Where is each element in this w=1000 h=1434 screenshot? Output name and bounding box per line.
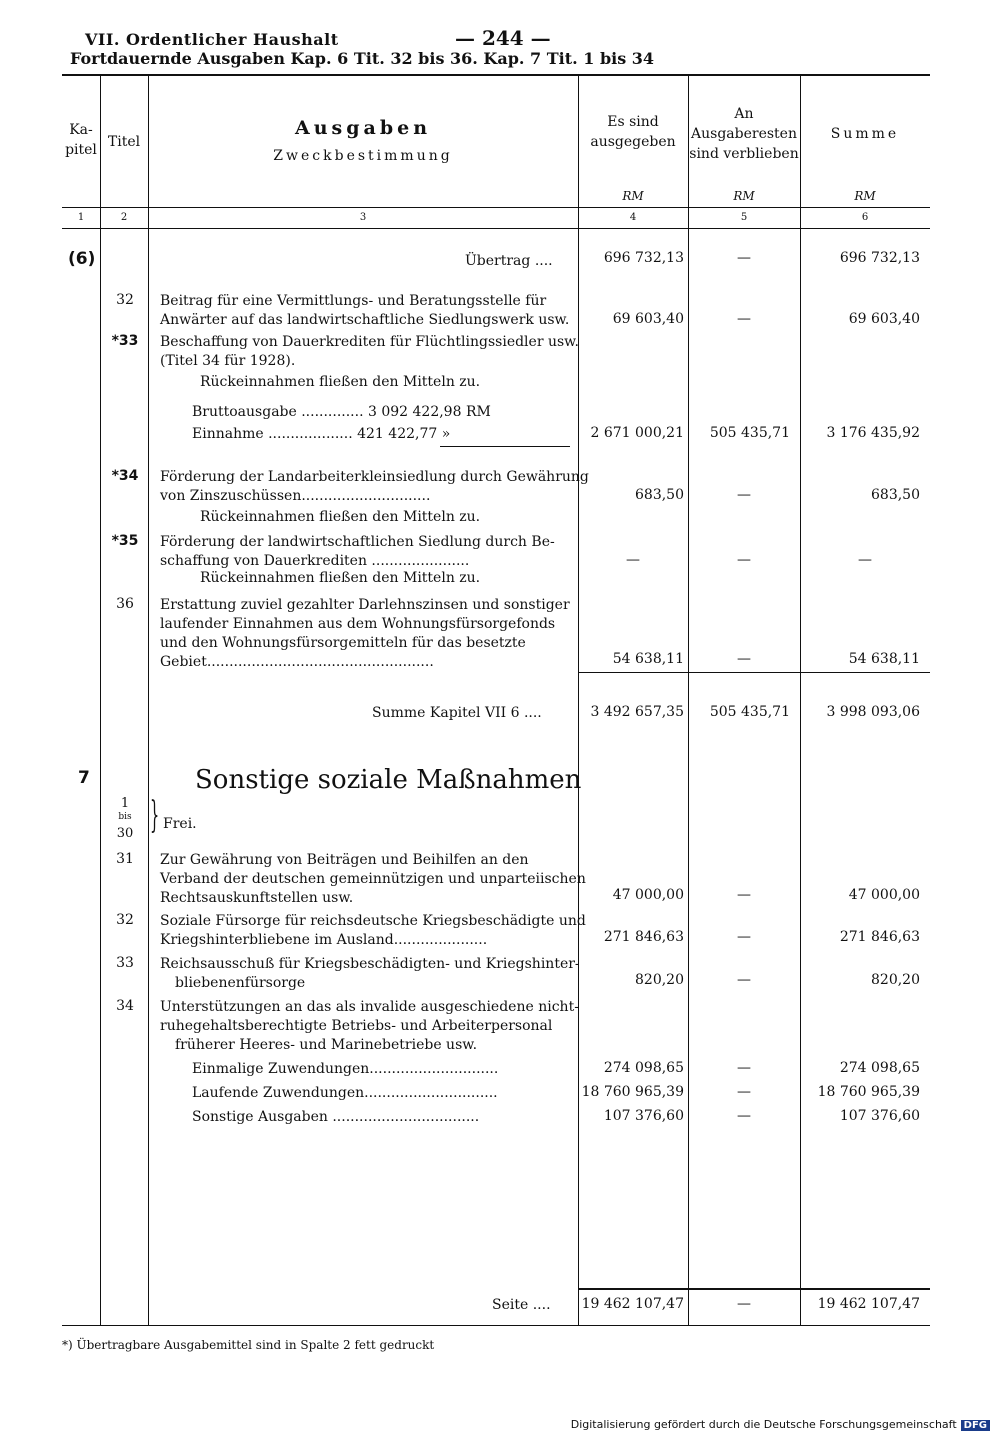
entry-text: Frei. xyxy=(163,816,197,832)
amount: 3 176 435,92 xyxy=(826,425,920,441)
titel-number: 30 xyxy=(116,826,134,841)
col-number: 1 xyxy=(77,212,85,223)
col-ausgaben: Ausgaben xyxy=(294,117,432,139)
col-number: 2 xyxy=(120,212,128,223)
kapitel-number: 7 xyxy=(78,768,90,788)
titel-number: 34 xyxy=(116,998,134,1014)
entry-text: und den Wohnungsfürsorgemitteln für das besetzte xyxy=(160,635,526,651)
amount: 3 492 657,35 xyxy=(590,704,684,720)
amount: 69 603,40 xyxy=(848,311,920,327)
currency-label: RM xyxy=(622,189,644,203)
entry-text: Rückeinnahmen fließen den Mitteln zu. xyxy=(200,570,481,586)
dfg-logo: DFG xyxy=(961,1420,990,1431)
col-number: 4 xyxy=(629,212,637,223)
amount: 696 732,13 xyxy=(839,250,920,266)
col-zweck: Zweckbestimmung xyxy=(273,148,453,164)
amount: 54 638,11 xyxy=(848,651,920,667)
dash: — xyxy=(626,552,640,568)
titel-number: 31 xyxy=(116,851,134,867)
titel-number: 1 xyxy=(120,796,130,811)
entry-text: laufender Einnahmen aus dem Wohnungsfürsorgefonds xyxy=(160,616,556,632)
sum-rule xyxy=(578,672,930,673)
page-subtitle: Fortdauernde Ausgaben Kap. 6 Tit. 32 bis 36. Kap. 7 Tit. 1 bis 34 xyxy=(70,49,655,68)
section-header: VII. Ordentlicher Haushalt xyxy=(85,30,339,49)
dash: — xyxy=(737,311,751,327)
col-divider xyxy=(100,75,101,1325)
entry-text: Soziale Fürsorge für reichsdeutsche Kriegsbeschädigte und xyxy=(160,913,586,929)
dash: — xyxy=(737,651,751,667)
amount: 683,50 xyxy=(635,487,684,503)
amount: 47 000,00 xyxy=(612,887,684,903)
entry-text: schaffung von Dauerkrediten ...................... xyxy=(160,553,470,569)
entry-text: (Titel 34 für 1928). xyxy=(160,353,296,369)
amount: 505 435,71 xyxy=(709,425,790,441)
entry-text: Sonstige Ausgaben ................................. xyxy=(192,1109,480,1125)
dash: — xyxy=(737,552,751,568)
col-number: 6 xyxy=(861,212,869,223)
entry-text: Gebiet................................................... xyxy=(160,654,434,670)
amount: 19 462 107,47 xyxy=(581,1296,684,1312)
amount: 271 846,63 xyxy=(839,929,920,945)
entry-text: von Zinszuschüssen............................. xyxy=(160,488,431,504)
dash: — xyxy=(737,1084,751,1100)
col-divider xyxy=(800,75,801,1325)
col-kapitel: Ka- pitel xyxy=(65,122,97,158)
dash: — xyxy=(737,1296,751,1312)
currency-label: RM xyxy=(854,189,876,203)
col-number: 5 xyxy=(740,212,748,223)
titel-number: *35 xyxy=(111,533,139,549)
amount: 2 671 000,21 xyxy=(590,425,684,441)
dash: — xyxy=(858,552,872,568)
amount: 69 603,40 xyxy=(612,311,684,327)
amount: 505 435,71 xyxy=(709,704,790,720)
titel-number: *34 xyxy=(111,468,139,484)
uebertrag-label: Übertrag .... xyxy=(465,253,553,269)
col-divider xyxy=(578,75,579,1325)
amount: 18 760 965,39 xyxy=(817,1084,920,1100)
entry-text: Rückeinnahmen fließen den Mitteln zu. xyxy=(200,374,481,390)
entry-text: Verband der deutschen gemeinnützigen und unparteiischen xyxy=(160,871,586,887)
col-ausgegeben: Es sind ausgegeben xyxy=(590,114,676,150)
entry-text: Rechtsauskunftstellen usw. xyxy=(160,890,354,906)
entry-text: bliebenenfürsorge xyxy=(175,975,306,991)
col-reste: An Ausgaberesten sind verblieben xyxy=(689,106,799,162)
titel-number: 33 xyxy=(116,955,134,971)
entry-text: Erstattung zuviel gezahlter Darlehnszinsen und sonstiger xyxy=(160,597,570,613)
titel-number: 32 xyxy=(116,912,134,928)
amount: 47 000,00 xyxy=(848,887,920,903)
dfg-credit xyxy=(571,1418,990,1431)
amount: 18 760 965,39 xyxy=(581,1084,684,1100)
currency-label: RM xyxy=(733,189,755,203)
titel-number: *33 xyxy=(111,333,139,349)
footnote: *) Übertragbare Ausgabemittel sind in Spalte 2 fett gedruckt xyxy=(62,1338,435,1352)
entry-text: Kriegshinterbliebene im Ausland..................... xyxy=(160,932,488,948)
col-summe: Summe xyxy=(830,126,900,142)
dash: — xyxy=(737,929,751,945)
entry-text: Einmalige Zuwendungen............................. xyxy=(192,1061,499,1077)
amount: 820,20 xyxy=(871,972,920,988)
total-rule xyxy=(578,1288,930,1290)
page-number: — 244 — xyxy=(455,26,551,50)
entry-text: Förderung der landwirtschaftlichen Siedlung durch Be- xyxy=(160,534,555,550)
entry-text: Laufende Zuwendungen.............................. xyxy=(192,1085,498,1101)
amount: 274 098,65 xyxy=(603,1060,684,1076)
amount: 683,50 xyxy=(871,487,920,503)
seite-label: Seite .... xyxy=(492,1297,551,1313)
dash: — xyxy=(737,487,751,503)
entry-text: Rückeinnahmen fließen den Mitteln zu. xyxy=(200,509,481,525)
dash: — xyxy=(737,1060,751,1076)
dash: — xyxy=(737,972,751,988)
amount: 19 462 107,47 xyxy=(817,1296,920,1312)
col-number: 3 xyxy=(359,212,367,223)
brace-glyph: } xyxy=(150,795,160,836)
amount: 107 376,60 xyxy=(839,1108,920,1124)
entry-text: Zur Gewährung von Beiträgen und Beihilfen an den xyxy=(160,852,529,868)
dash: — xyxy=(737,1108,751,1124)
summe-label: Summe Kapitel VII 6 .... xyxy=(372,705,542,721)
entry-text: Reichsausschuß für Kriegsbeschädigten- und Kriegshinter- xyxy=(160,956,580,972)
amount: 271 846,63 xyxy=(603,929,684,945)
titel-number: bis xyxy=(118,812,132,822)
amount: 274 098,65 xyxy=(839,1060,920,1076)
entry-text: ruhegehaltsberechtigte Betriebs- und Arbeiterpersonal xyxy=(160,1018,553,1034)
dfg-credit-text: Digitalisierung gefördert durch die Deutsche Forschungsgemeinschaft xyxy=(570,1418,957,1431)
entry-text: Unterstützungen an das als invalide ausgeschiedene nicht- xyxy=(160,999,579,1015)
table-bottom-rule xyxy=(62,1325,930,1326)
titel-number: 36 xyxy=(116,596,134,612)
entry-text: Bruttoausgabe .............. 3 092 422,98 RM xyxy=(192,404,491,420)
amount: 54 638,11 xyxy=(612,651,684,667)
amount: 820,20 xyxy=(635,972,684,988)
sum-rule xyxy=(440,446,570,447)
titel-number: 32 xyxy=(116,292,134,308)
entry-text: Anwärter auf das landwirtschaftliche Siedlungswerk usw. xyxy=(160,312,570,328)
col-titel: Titel xyxy=(107,134,141,150)
entry-text: Beschaffung von Dauerkrediten für Flüchtlingssiedler usw. xyxy=(160,334,579,350)
section-title: Sonstige soziale Maßnahmen xyxy=(195,765,582,795)
amount: 696 732,13 xyxy=(603,250,684,266)
amount: 107 376,60 xyxy=(603,1108,684,1124)
entry-text: Förderung der Landarbeiterkleinsiedlung durch Gewährung xyxy=(160,469,589,485)
kapitel-number: (6) xyxy=(68,249,96,269)
entry-text: früherer Heeres- und Marinebetriebe usw. xyxy=(175,1037,478,1053)
entry-text: Einnahme ................... 421 422,77 » xyxy=(192,426,451,442)
entry-text: Beitrag für eine Vermittlungs- und Beratungsstelle für xyxy=(160,293,547,309)
amount: 3 998 093,06 xyxy=(826,704,920,720)
dash: — xyxy=(737,887,751,903)
dash: — xyxy=(737,250,751,266)
col-divider xyxy=(148,75,149,1325)
